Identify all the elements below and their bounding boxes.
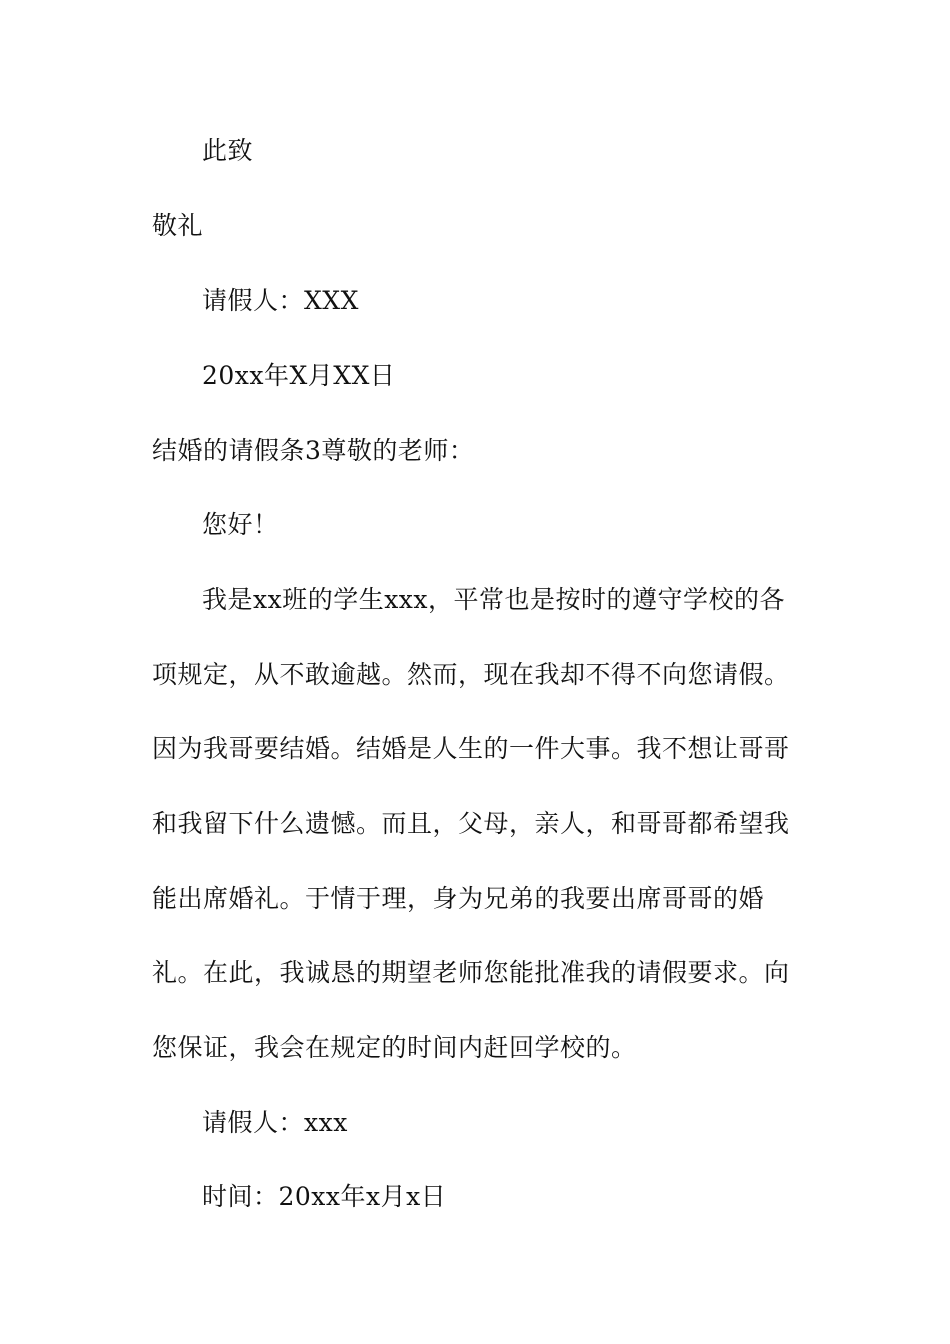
body-line: 和我留下什么遗憾。而且，父母，亲人，和哥哥都希望我 — [152, 809, 790, 838]
closing-salutation-2: 敬礼 — [152, 211, 204, 240]
letter-applicant: 请假人：xxx — [202, 1108, 348, 1137]
letter-time: 时间：20xx年x月x日 — [202, 1182, 447, 1211]
letter-greeting: 您好！ — [202, 510, 279, 539]
closing-salutation-1: 此致 — [202, 136, 254, 165]
letter-heading: 结婚的请假条3尊敬的老师： — [152, 436, 475, 465]
body-line: 项规定，从不敢逾越。然而，现在我却不得不向您请假。 — [152, 660, 790, 689]
body-line: 我是xx班的学生xxx，平常也是按时的遵守学校的各 — [202, 585, 785, 614]
body-line: 您保证，我会在规定的时间内赶回学校的。 — [152, 1033, 637, 1062]
body-line: 因为我哥要结婚。结婚是人生的一件大事。我不想让哥哥 — [152, 734, 790, 763]
body-line: 礼。在此，我诚恳的期望老师您能批准我的请假要求。向 — [152, 958, 790, 987]
closing-applicant: 请假人：XXX — [202, 286, 359, 315]
body-line: 能出席婚礼。于情于理，身为兄弟的我要出席哥哥的婚 — [152, 884, 765, 913]
closing-date: 20xx年X月XX日 — [202, 361, 396, 390]
